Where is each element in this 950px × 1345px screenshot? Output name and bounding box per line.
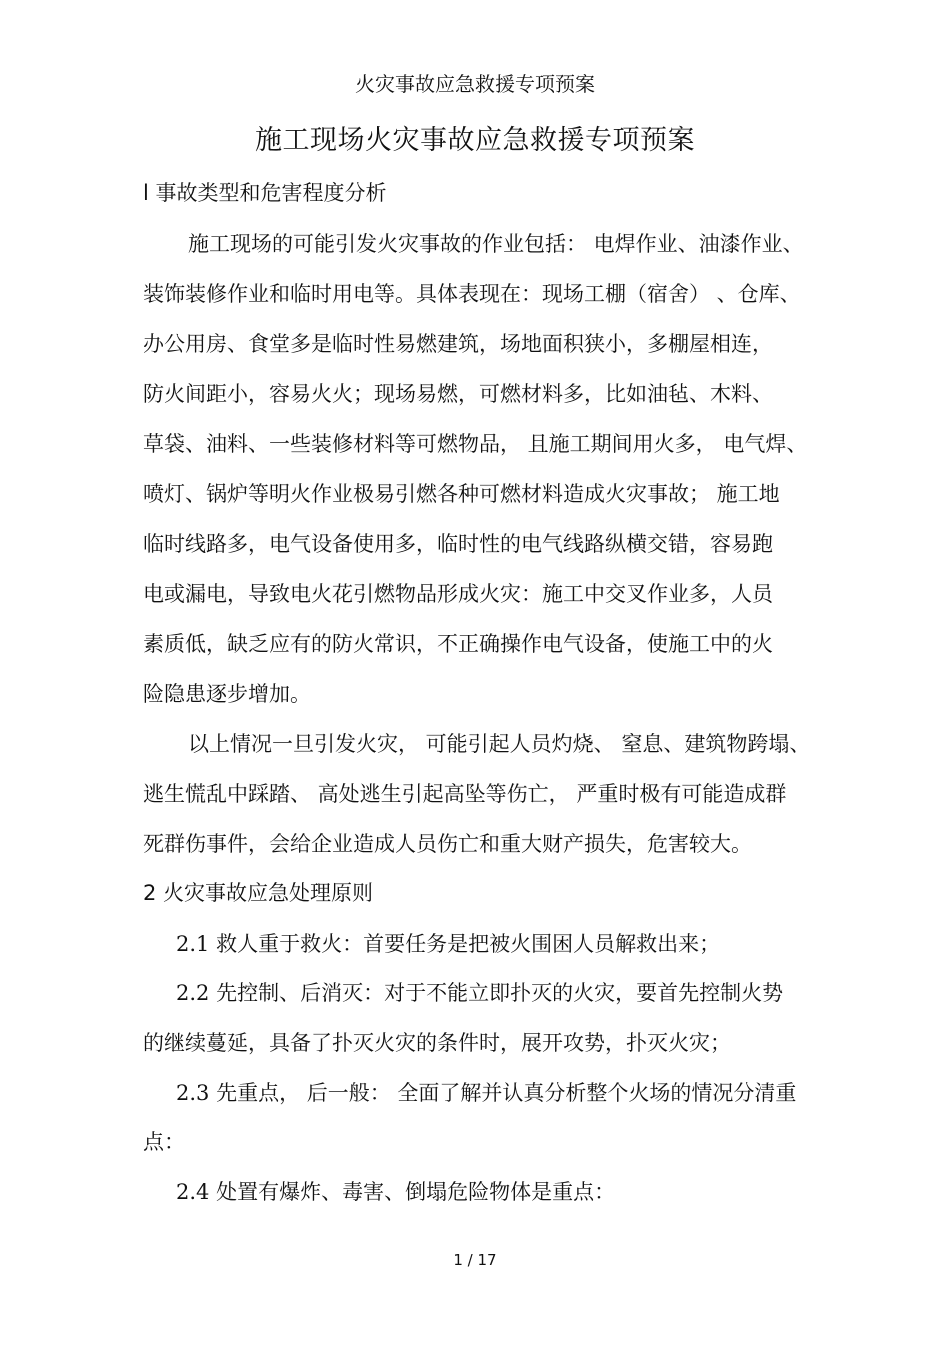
paragraph-line: 素质低，缺乏应有的防火常识，不正确操作电气设备，使施工中的火 [143,632,773,656]
paragraph-line: 防火间距小，容易火火；现场易燃，可燃材料多，比如油毡、木料、 [143,382,773,406]
principle-item: 2.2 先控制、后消灭：对于不能立即扑灭的火灾，要首先控制火势 [176,981,784,1005]
principle-item: 2.3 先重点， 后一般： 全面了解并认真分析整个火场的情况分清重 [176,1081,797,1105]
paragraph-line: 装饰装修作业和临时用电等。具体表现在：现场工棚（宿舍） 、仓库、 [143,282,801,306]
paragraph-line: 喷灯、锅炉等明火作业极易引燃各种可燃材料造成火灾事故； 施工地 [143,482,780,506]
paragraph-line: 死群伤事件，会给企业造成人员伤亡和重大财产损失，危害较大。 [143,832,752,856]
paragraph-line: 施工现场的可能引发火灾事故的作业包括： 电焊作业、油漆作业、 [188,232,804,256]
paragraph-line: 办公用房、食堂多是临时性易燃建筑，场地面积狭小，多棚屋相连， [143,332,773,356]
principle-item-continued: 点： [143,1130,185,1154]
paragraph-line: 逃生慌乱中踩踏、 高处逃生引起高坠等伤亡， 严重时极有可能造成群 [143,782,787,806]
section-2-heading: 2 火灾事故应急处理原则 [143,881,374,905]
paragraph-line: 临时线路多，电气设备使用多，临时性的电气线路纵横交错，容易跑 [143,532,773,556]
section-1-heading: l 事故类型和危害程度分析 [143,181,387,205]
paragraph-line: 以上情况一旦引发火灾， 可能引起人员灼烧、 窒息、建筑物跨塌、 [188,732,811,756]
paragraph-line: 草袋、油料、一些装修材料等可燃物品， 且施工期间用火多， 电气焊、 [143,432,808,456]
principle-item: 2.4 处置有爆炸、毒害、倒塌危险物体是重点： [176,1180,616,1204]
paragraph-line: 险隐患逐步增加。 [143,682,311,706]
paragraph-line: 电或漏电，导致电火花引燃物品形成火灾：施工中交叉作业多，人员 [143,582,773,606]
document-title: 施工现场火灾事故应急救援专项预案 [255,125,695,156]
page-number: 1 / 17 [453,1251,497,1269]
principle-item-continued: 的继续蔓延，具备了扑灭火灾的条件时，展开攻势，扑灭火灾； [143,1031,731,1055]
running-header: 火灾事故应急救援专项预案 [355,72,595,96]
principle-item: 2.1 救人重于救火：首要任务是把被火围困人员解救出来； [176,932,721,956]
